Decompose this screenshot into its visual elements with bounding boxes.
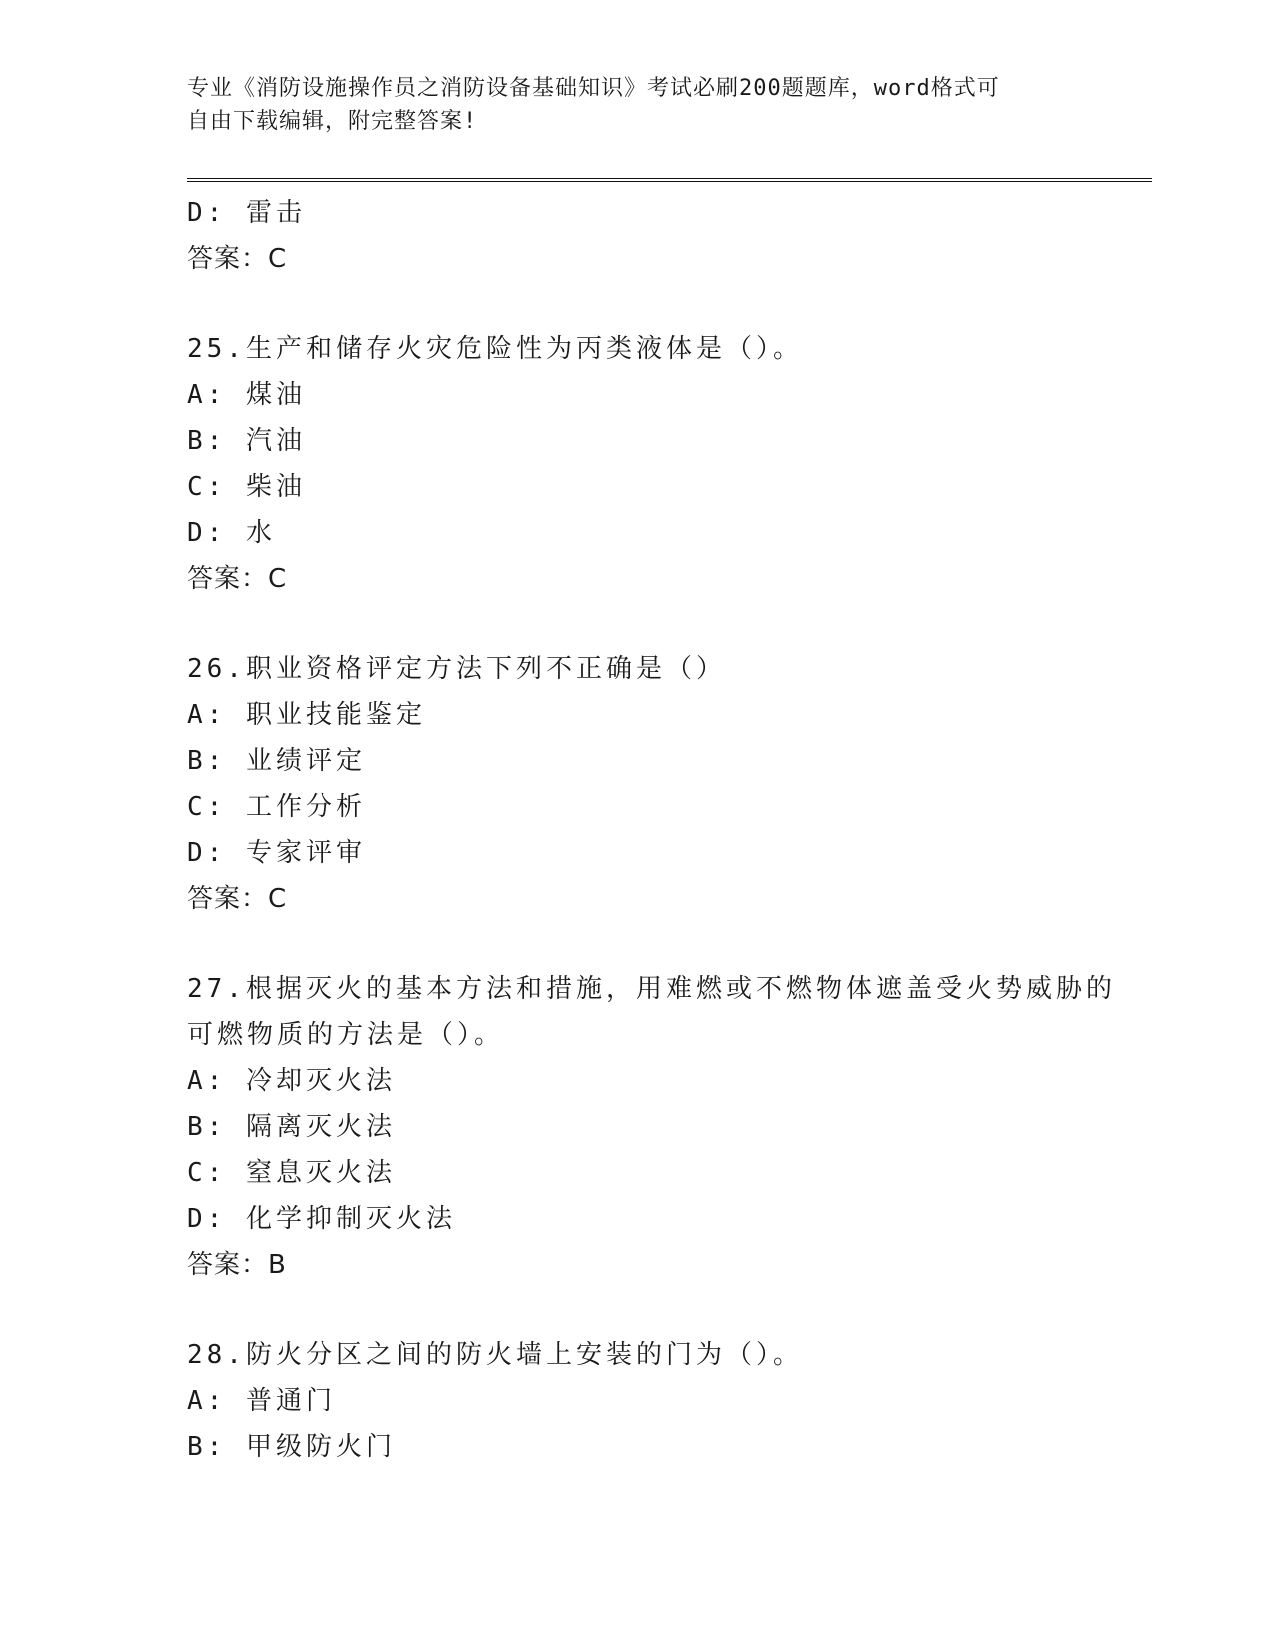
question-stem: 25.生产和储存火灾危险性为丙类液体是（）。 xyxy=(187,334,803,364)
option-a: A: 冷却灭火法 xyxy=(187,1066,396,1096)
question-stem: 26.职业资格评定方法下列不正确是（） xyxy=(187,654,726,684)
question-25 xyxy=(187,326,1152,602)
question-27 xyxy=(187,966,1152,1288)
option-d: D: 雷击 xyxy=(187,198,306,228)
header-line-1: 专业《消防设施操作员之消防设备基础知识》考试必刷200题题库，word格式可 xyxy=(187,76,1000,101)
document-header xyxy=(187,72,1067,138)
option-c: C: 柴油 xyxy=(187,472,306,502)
option-a: A: 普通门 xyxy=(187,1386,336,1416)
option-d: D: 水 xyxy=(187,518,276,548)
spacer xyxy=(187,282,1152,326)
option-c: C: 窒息灭火法 xyxy=(187,1158,396,1188)
question-stem-line-1: 27.根据灭火的基本方法和措施，用难燃或不燃物体遮盖受火势威胁的 xyxy=(187,974,1116,1004)
option-a: A: 煤油 xyxy=(187,380,306,410)
answer: 答案：C xyxy=(187,244,288,274)
option-b: B: 汽油 xyxy=(187,426,306,456)
question-stem: 28.防火分区之间的防火墙上安装的门为（）。 xyxy=(187,1340,803,1370)
question-26 xyxy=(187,646,1152,922)
question-stem-line-2: 可燃物质的方法是（）。 xyxy=(187,1020,505,1050)
header-divider xyxy=(187,178,1152,182)
question-list xyxy=(187,190,1152,1470)
answer: 答案：B xyxy=(187,1250,287,1280)
header-line-2: 自由下载编辑，附完整答案! xyxy=(187,109,478,134)
option-b: B: 隔离灭火法 xyxy=(187,1112,396,1142)
answer: 答案：C xyxy=(187,884,288,914)
option-b: B: 业绩评定 xyxy=(187,746,366,776)
spacer xyxy=(187,602,1152,646)
spacer xyxy=(187,922,1152,966)
answer: 答案：C xyxy=(187,564,288,594)
option-c: C: 工作分析 xyxy=(187,792,366,822)
option-d: D: 专家评审 xyxy=(187,838,366,868)
question-28 xyxy=(187,1332,1152,1470)
question-24-tail xyxy=(187,190,1152,282)
option-b: B: 甲级防火门 xyxy=(187,1432,396,1462)
option-a: A: 职业技能鉴定 xyxy=(187,700,426,730)
spacer xyxy=(187,1288,1152,1332)
option-d: D: 化学抑制灭火法 xyxy=(187,1204,456,1234)
